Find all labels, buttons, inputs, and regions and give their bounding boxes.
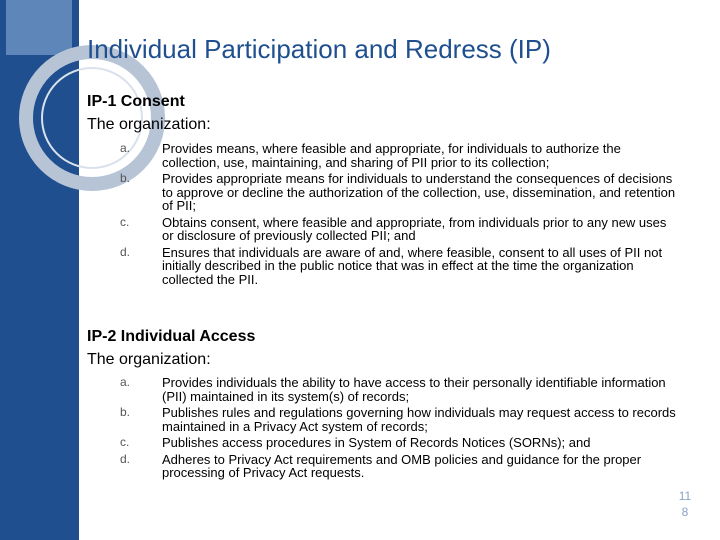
ip2-item-list <box>120 376 680 483</box>
page-number-line-1: 11 <box>678 489 692 503</box>
list-marker: a. <box>120 141 131 155</box>
list-item-text: Publishes access procedures in System of Records Notices (SORNs); and <box>162 435 591 450</box>
list-item-text: Publishes rules and regulations governing how individuals may request access to records maintained in a Privacy Act system of records; <box>162 405 676 434</box>
list-marker: c. <box>120 214 130 229</box>
list-item-text: Ensures that individuals are aware of and, where feasible, consent to all uses of PII not initially described in the public notice that was in effect at the time the organization collected the PII. <box>162 244 663 287</box>
list-item <box>120 406 680 433</box>
list-item-text: Provides appropriate means for individuals to understand the consequences of decisions to approve or decline the authorization of the collection, use, dissemination, and retention of PII; <box>162 171 676 213</box>
list-item <box>120 436 680 450</box>
section-subheading-ip1: The organization: <box>87 116 211 133</box>
ip1-item-list <box>120 142 680 289</box>
list-item <box>120 216 680 243</box>
page-number-line-2: 8 <box>681 505 689 519</box>
list-item <box>120 376 680 403</box>
section-heading-ip1: IP-1 Consent <box>87 93 185 110</box>
list-marker: a. <box>120 375 131 389</box>
list-item-text: Provides means, where feasible and appropriate, for individuals to authorize the collection, use, maintaining, and sharing of PII prior to its collection; <box>162 141 621 170</box>
list-marker: b. <box>120 405 131 419</box>
list-item <box>120 246 680 287</box>
list-marker: c. <box>120 435 130 449</box>
list-item-text: Obtains consent, where feasible and appropriate, from individuals prior to any new uses or disclosure of previously collected PII; and <box>162 214 667 243</box>
page-number <box>672 488 698 520</box>
list-item <box>120 172 680 213</box>
list-item-text: Adheres to Privacy Act requirements and OMB policies and guidance for the proper processing of Privacy Act requests. <box>162 451 642 480</box>
section-subheading-ip2: The organization: <box>87 351 211 368</box>
list-marker: d. <box>120 244 131 259</box>
list-marker: b. <box>120 171 131 185</box>
list-item-text: Provides individuals the ability to have access to their personally identifiable information (PII) maintained in its system(s) of records; <box>162 375 666 404</box>
section-heading-ip2: IP-2 Individual Access <box>87 328 256 345</box>
slide-title: Individual Participation and Redress (IP) <box>87 34 551 64</box>
list-item <box>120 142 680 169</box>
list-item <box>120 453 680 480</box>
list-marker: d. <box>120 451 131 466</box>
